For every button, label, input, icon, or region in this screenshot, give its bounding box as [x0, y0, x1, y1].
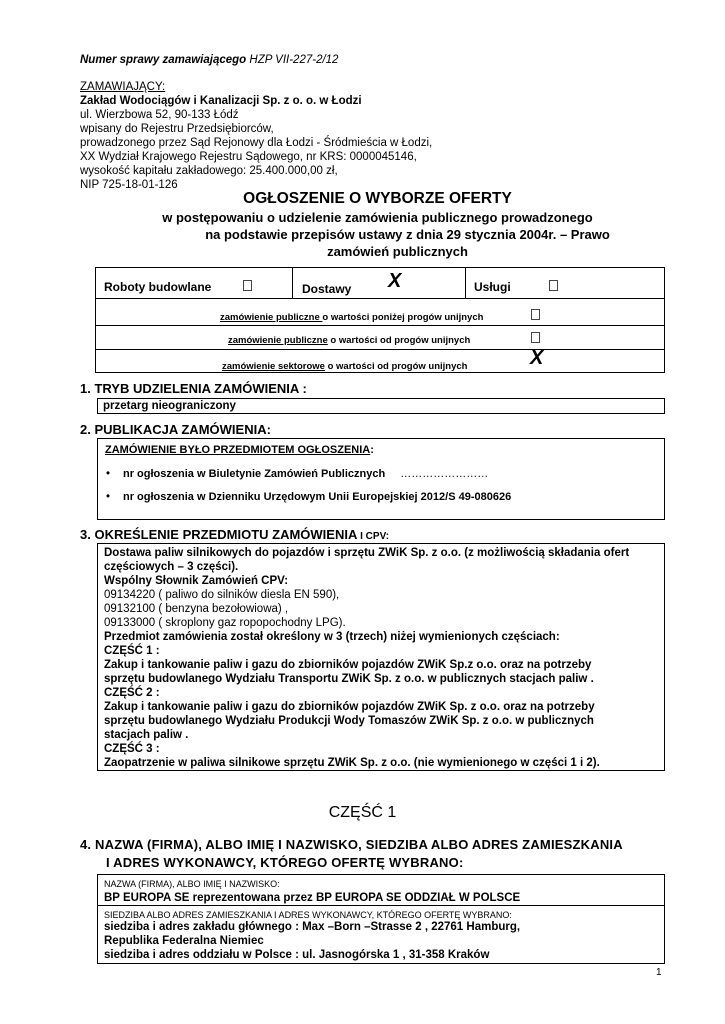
subject-line: Wspólny Słownik Zamówień CPV: [104, 575, 289, 587]
divider [95, 325, 665, 326]
subject-line: sprzętu budowlanego Wydziału Transportu ZWiK Sp. z o.o. w publicznych stacjach paliw . [104, 673, 594, 685]
buyer-line: NIP 725-18-01-126 [80, 179, 178, 191]
subject-line: sprzętu budowlanego Wydziału Produkcji Wody Tomaszów ZWiK Sp. z o.o. w publicznych [104, 715, 594, 727]
subject-description [104, 546, 629, 770]
type-supplies-label: Dostawy [302, 282, 352, 296]
value-row-desc: o wartości poniżej progów unijnych [322, 312, 484, 323]
type-services-label: Usługi [474, 280, 511, 294]
subject-line: częściowych – 3 części). [104, 561, 239, 573]
type-works-label: Roboty budowlane [104, 280, 212, 294]
bullet: • [106, 491, 111, 503]
value-row-checkbox[interactable] [531, 308, 540, 322]
buyer-name: Zakład Wodociągów i Kanalizacji Sp. z o. o. w Łodzi [80, 95, 362, 107]
value-row-type: zamówienie publiczne [220, 312, 323, 323]
subject-line: Zakup i tankowanie paliw i gazu do zbiorników pojazdów ZWiK Sp.z o.o. oraz na potrzeby [104, 659, 592, 671]
address-line: siedziba i adres zakładu głównego : Max –Born –Strasse 2 , 22761 Hamburg, [104, 921, 521, 933]
title-sub-2: na podstawie przepisów ustawy z dnia 29 stycznia 2004r. – Prawo [205, 227, 610, 242]
divider [95, 298, 665, 299]
contractor-address [104, 920, 520, 962]
section-3-box [97, 543, 665, 771]
publication-box-title [105, 443, 374, 457]
subject-line: Zaopatrzenie w paliwa silnikowe sprzętu ZWiK Sp. z o.o. (nie wymienionego w części 1 i 2). [104, 757, 600, 769]
contractor-name-box [97, 874, 665, 906]
section-3-heading-main: 3. OKREŚLENIE PRZEDMIOTU ZAMÓWIENIA [80, 527, 358, 542]
divider [292, 267, 293, 298]
divider [95, 349, 665, 350]
part-heading: CZĘŚĆ 1 [328, 804, 397, 821]
subject-line: stacjach paliw . [104, 729, 189, 741]
title-sub-1: w postępowaniu o udzielenie zamówienia publicznego prowadzonego [162, 210, 593, 225]
case-number-label: Numer sprawy zamawiającego [80, 54, 247, 66]
section-3-heading-small: I CPV: [357, 531, 390, 542]
value-row-sector [222, 360, 467, 374]
case-number-line [80, 53, 338, 67]
value-row-checkbox[interactable] [531, 331, 540, 345]
subject-line: CZĘŚĆ 1 : [104, 645, 160, 657]
subject-line: Dostawa paliw silnikowych do pojazdów i sprzętu ZWiK Sp. z o.o. (z możliwością składania ofert [104, 547, 630, 559]
value-row-sector-mark[interactable]: X [530, 347, 544, 369]
subject-line: 09133000 ( skroplony gaz ropopochodny LPG). [104, 617, 346, 629]
document-title: OGŁOSZENIE O WYBORZE OFERTY [243, 190, 512, 207]
buyer-line: prowadzonego przez Sąd Rejonowy dla Łodzi - Śródmieścia w Łodzi, [80, 137, 433, 149]
contractor-name-label: NAZWA (FIRMA), ALBO IMIĘ I NAZWISKO: [104, 879, 280, 889]
ojeu-notice: nr ogłoszenia w Dzienniku Urzędowym Unii Europejskiej 2012/S 49-080626 [123, 491, 512, 503]
bzp-notice [123, 467, 488, 481]
bullet: • [106, 468, 111, 480]
page-number: 1 [656, 967, 662, 978]
value-row-desc: o wartości od progów unijnych [327, 335, 471, 346]
value-row-above-threshold [228, 334, 470, 348]
value-row-below-threshold [220, 311, 483, 325]
type-supplies-mark[interactable]: X [388, 270, 402, 292]
buyer-block [80, 80, 432, 192]
type-services-checkbox[interactable] [549, 279, 558, 293]
section-2-heading: 2. PUBLIKACJA ZAMÓWIENIA: [80, 422, 271, 437]
contractor-name: BP EUROPA SE reprezentowana przez BP EUROPA SE ODDZIAŁ W POLSCE [104, 892, 521, 904]
contractor-address-label: SIEDZIBA ALBO ADRES ZAMIESZKANIA I ADRES WYKONAWCY, KTÓREGO OFERTĘ WYBRANO: [104, 910, 512, 920]
contractor-address-box [97, 905, 665, 964]
buyer-line: wysokość kapitału zakładowego: 25.400.000,00 zł, [80, 165, 338, 177]
value-row-desc: o wartości od progów unijnych [324, 361, 468, 372]
publication-title-text: ZAMÓWIENIE BYŁO PRZEDMIOTEM OGŁOSZENIA [105, 444, 371, 456]
case-number-value: HZP VII-227-2/12 [249, 54, 339, 66]
section-1-box [97, 398, 665, 414]
subject-line: 09132100 ( benzyna bezołowiowa) , [104, 603, 289, 615]
buyer-line: wpisany do Rejestru Przedsiębiorców, [80, 123, 274, 135]
type-works-checkbox[interactable] [243, 279, 252, 293]
buyer-line: ul. Wierzbowa 52, 90-133 Łódź [80, 109, 239, 121]
subject-line: Przedmiot zamówienia został określony w 3 (trzech) niżej wymienionych częściach: [104, 631, 560, 643]
publication-title-colon: : [370, 444, 374, 456]
section-1-heading: 1. TRYB UDZIELENIA ZAMÓWIENIA : [80, 381, 307, 396]
divider [465, 267, 466, 298]
address-line: siedziba i adres oddziału w Polsce : ul. Jasnogórska 1 , 31-358 Kraków [104, 949, 490, 961]
section-4-heading-1: 4. NAZWA (FIRMA), ALBO IMIĘ I NAZWISKO, SIEDZIBA ALBO ADRES ZAMIESZKANIA [80, 837, 623, 852]
section-2-box [97, 438, 665, 520]
buyer-label: ZAMAWIAJĄCY: [80, 81, 166, 93]
subject-line: CZĘŚĆ 2 : [104, 687, 160, 699]
subject-line: Zakup i tankowanie paliw i gazu do zbiorników pojazdów ZWiK Sp. z o.o. oraz na potrzeby [104, 701, 595, 713]
subject-line: CZĘŚĆ 3 : [104, 743, 160, 755]
buyer-line: XX Wydział Krajowego Rejestru Sądowego, nr KRS: 0000045146, [80, 151, 417, 163]
title-sub-3: zamówień publicznych [327, 244, 468, 259]
value-row-type: zamówienie publiczne [228, 335, 328, 346]
subject-line: 09134220 ( paliwo do silników diesla EN 590), [104, 589, 340, 601]
procedure-mode: przetarg nieograniczony [103, 400, 236, 412]
section-4-heading-2: I ADRES WYKONAWCY, KTÓREGO OFERTĘ WYBRANO: [106, 855, 464, 870]
section-3-heading [80, 528, 389, 544]
bzp-notice-value: …………………… [400, 468, 489, 480]
bzp-notice-label: nr ogłoszenia w Biuletynie Zamówień Publicznych [123, 468, 386, 480]
value-row-type: zamówienie sektorowe [222, 361, 325, 372]
address-line: Republika Federalna Niemiec [104, 935, 264, 947]
